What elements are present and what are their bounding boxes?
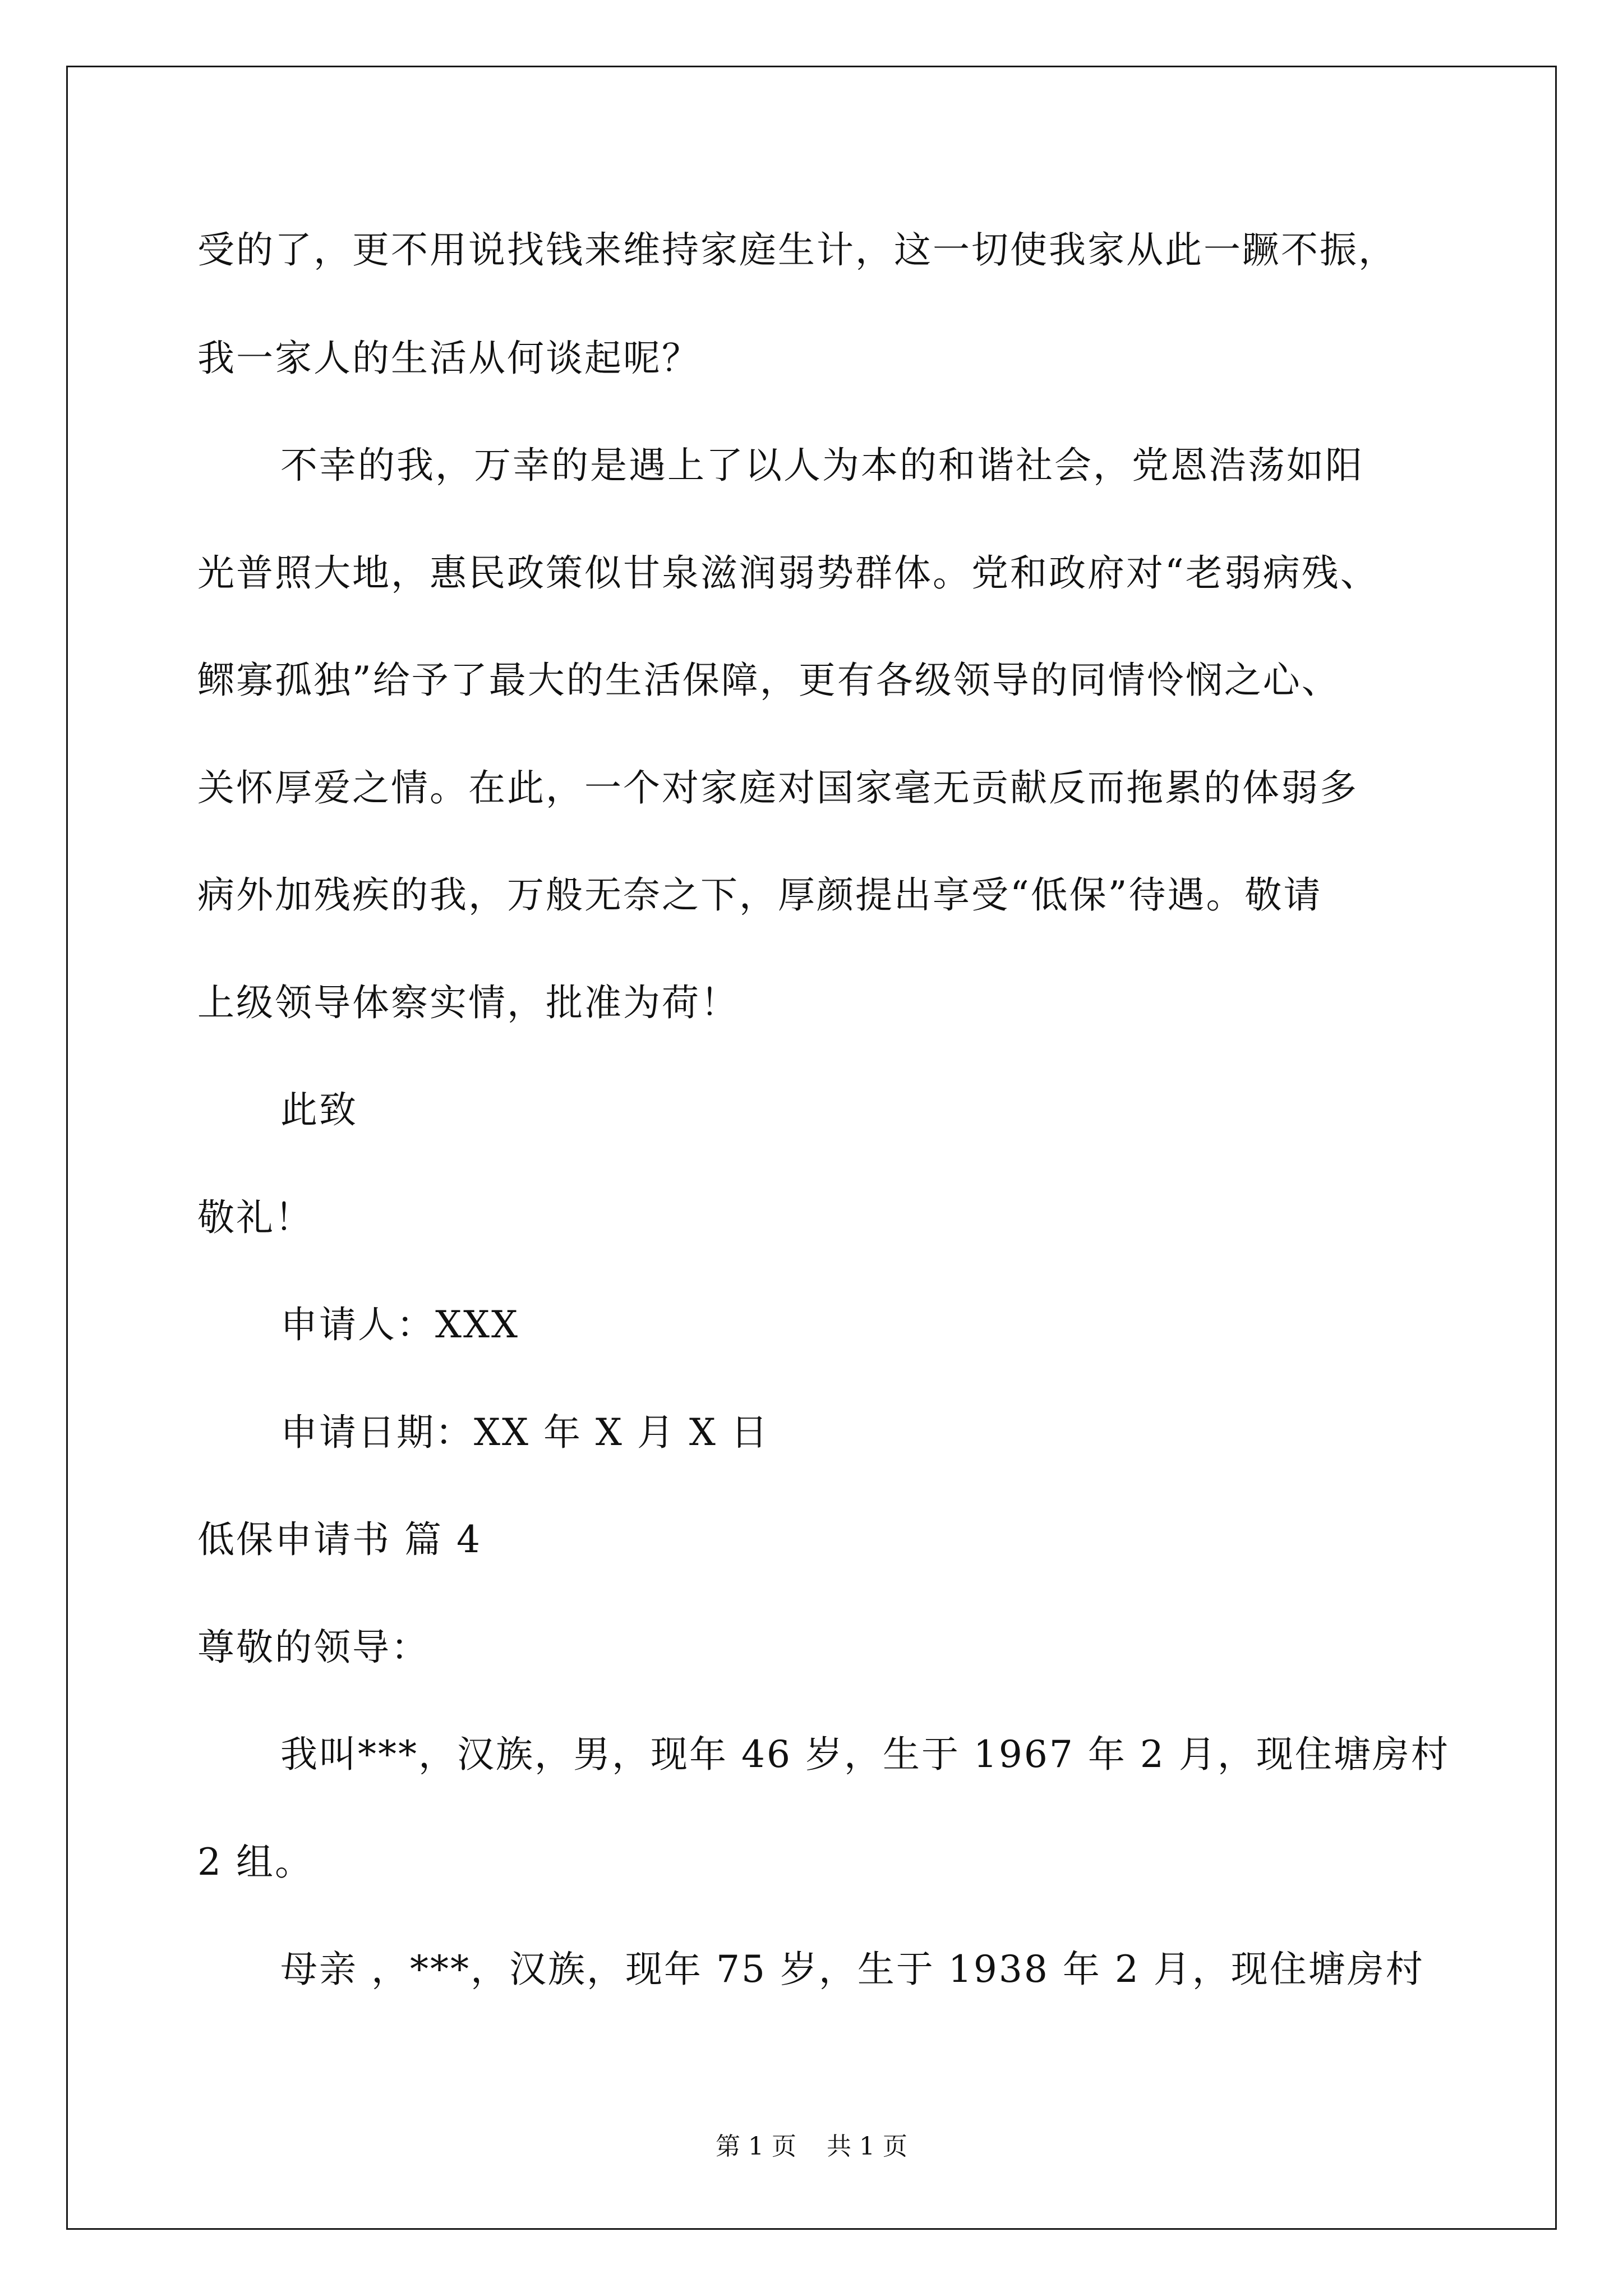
date-line: 申请日期：XX 年 X 月 X 日: [280, 1411, 769, 1454]
text-line: 光普照大地，惠民政策似甘泉滋润弱势群体。党和政府对“老弱病残、: [197, 551, 1379, 595]
closing-line: 敬礼！: [197, 1196, 313, 1239]
page-total: 共 1 页: [827, 2132, 907, 2161]
text-line: 关怀厚爱之情。在此，一个对家庭对国家毫无贡献反而拖累的体弱多: [197, 766, 1358, 809]
text-line: 2 组。: [197, 1841, 313, 1884]
text-line: 母亲 ，***，汉族，现年 75 岁，生于 1938 年 2 月，现住塘房村: [280, 1948, 1424, 1991]
applicant-line: 申请人：XXX: [280, 1303, 519, 1346]
text-line: 病外加残疾的我，万般无奈之下，厚颜提出享受“低保”待遇。敬请: [197, 873, 1322, 917]
page-border: [66, 66, 1557, 2230]
text-line: 我叫***，汉族，男，现年 46 岁，生于 1967 年 2 月，现住塘房村: [280, 1733, 1450, 1776]
section-heading: 低保申请书 篇 4: [197, 1518, 482, 1561]
page-footer: [0, 2134, 1623, 2159]
page-number: 第 1 页: [716, 2132, 796, 2161]
text-line: 鳏寡孤独”给予了最大的生活保障，更有各级领导的同情怜悯之心、: [197, 659, 1340, 702]
text-line: 受的了，更不用说找钱来维持家庭生计，这一切使我家从此一蹶不振，: [197, 228, 1397, 272]
greeting-line: 尊敬的领导：: [197, 1626, 430, 1669]
text-line: 我一家人的生活从何谈起呢？: [197, 337, 700, 380]
salutation-line: 此致: [280, 1088, 358, 1131]
text-line: 不幸的我，万幸的是遇上了以人为本的和谐社会，党恩浩荡如阳: [280, 444, 1364, 487]
text-line: 上级领导体察实情，批准为荷！: [197, 981, 739, 1024]
